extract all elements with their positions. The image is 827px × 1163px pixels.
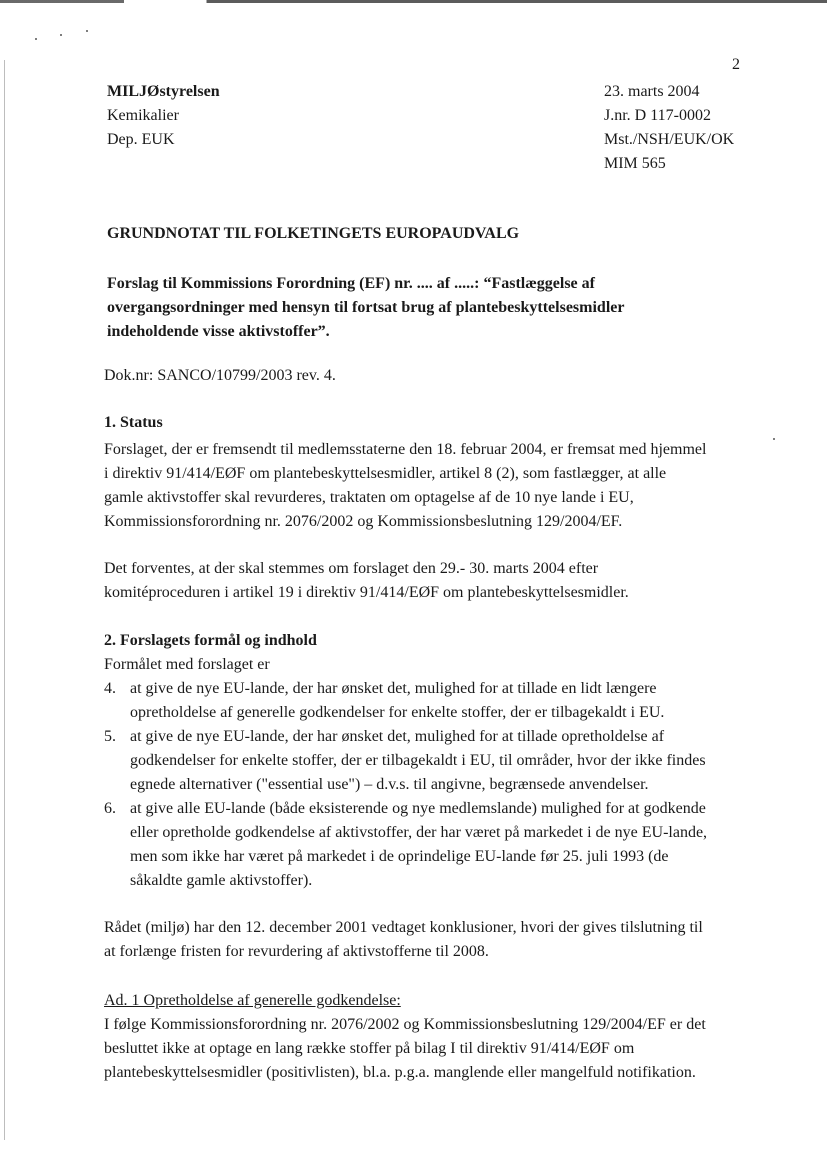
- document-title: GRUNDNOTAT TIL FOLKETINGETS EUROPAUDVALG: [107, 225, 520, 242]
- purpose-section: [104, 629, 744, 677]
- purpose-list: [104, 677, 764, 893]
- list-item-line: men som ikke har været på markedet i de oprindelige EU-lande før 25. juli 1993 (de: [130, 848, 669, 865]
- list-item-number: 6.: [104, 800, 116, 817]
- proposal-line: Forslag til Kommissions Forordning (EF) nr. .... af .....: “Fastlæggelse af: [107, 275, 595, 292]
- paragraph-line: Forslaget, der er fremsendt til medlemsstaterne den 18. februar 2004, er fremsat med hjemmel: [104, 441, 707, 458]
- ad1-heading: Ad. 1 Opretholdelse af generelle godkendelse:: [104, 992, 401, 1009]
- paragraph-line: I følge Kommissionsforordning nr. 2076/2002 og Kommissionsbeslutning 129/2004/EF er det: [104, 1016, 706, 1033]
- section-heading-status: 1. Status: [104, 414, 163, 431]
- vote-paragraph: [104, 557, 744, 605]
- scan-top-rule: [0, 0, 827, 3]
- list-item: [104, 725, 764, 797]
- list-item-number: 4.: [104, 680, 116, 697]
- status-paragraph: [104, 438, 744, 534]
- paragraph-line: plantebeskyttelsesmidler (positivlisten), bl.a. p.g.a. manglende eller mangelfuld notifikation.: [104, 1064, 696, 1081]
- paragraph-line: i direktiv 91/414/EØF om plantebeskyttelsesmidler, artikel 8 (2), som fastlægger, at alle: [104, 465, 667, 482]
- reference-block: [604, 80, 734, 176]
- list-item-line: egnede alternativer ("essential use") – d.v.s. til angivne, begrænsede anvendelser.: [130, 776, 649, 793]
- list-item-number: 5.: [104, 728, 116, 745]
- list-item-line: eller opretholde godkendelse af aktivstoffer, der har været på markedet i de nye EU-lande,: [130, 824, 708, 841]
- list-item-line: at give de nye EU-lande, der har ønsket det, mulighed for at tillade opretholdelse af: [130, 728, 665, 745]
- list-item: [104, 677, 764, 725]
- mim-number: MIM 565: [604, 155, 666, 172]
- scan-left-edge: [4, 60, 5, 1140]
- sender-agency: MILJØstyrelsen: [107, 83, 220, 100]
- proposal-title: [107, 272, 707, 344]
- list-item-line: såkaldte gamle aktivstoffer).: [130, 872, 313, 889]
- council-paragraph: [104, 916, 744, 964]
- purpose-intro: Formålet med forslaget er: [104, 656, 270, 673]
- document-number: Dok.nr: SANCO/10799/2003 rev. 4.: [104, 367, 336, 384]
- sender-block: [107, 80, 220, 152]
- proposal-line: indeholdende visse aktivstoffer”.: [107, 323, 330, 340]
- list-item-line: at give alle EU-lande (både eksisterende og nye medlemslande) mulighed for at godkende: [130, 800, 706, 817]
- proposal-line: overgangsordninger med hensyn til fortsat brug af plantebeskyttelsesmidler: [107, 299, 625, 316]
- paragraph-line: komitéproceduren i artikel 19 i direktiv 91/414/EØF om plantebeskyttelsesmidler.: [104, 584, 629, 601]
- paragraph-line: Rådet (miljø) har den 12. december 2001 vedtaget konklusioner, hvori der gives tilslutning til: [104, 919, 703, 936]
- ad1-section: [104, 989, 744, 1085]
- sender-department: Kemikalier: [107, 107, 179, 124]
- paragraph-line: Det forventes, at der skal stemmes om forslaget den 29.- 30. marts 2004 efter: [104, 560, 599, 577]
- paragraph-line: gamle aktivstoffer skal revurderes, traktaten om optagelse af de 10 nye lande i EU,: [104, 489, 634, 506]
- paragraph-line: at forlænge fristen for revurdering af aktivstofferne til 2008.: [104, 943, 489, 960]
- scan-speck: [773, 438, 775, 440]
- case-reference: Mst./NSH/EUK/OK: [604, 131, 735, 148]
- document-date: 23. marts 2004: [604, 83, 700, 100]
- journal-number: J.nr. D 117-0002: [604, 107, 711, 124]
- sender-unit: Dep. EUK: [107, 131, 175, 148]
- paragraph-line: besluttet ikke at optage en lang række stoffer på bilag I til direktiv 91/414/EØF om: [104, 1040, 635, 1057]
- page-number: 2: [732, 56, 740, 73]
- list-item-line: godkendelser for enkelte stoffer, der er tilbagekaldt i EU, til områder, hvor der ikke findes: [130, 752, 706, 769]
- list-item: [104, 797, 764, 893]
- scan-speck: [86, 30, 88, 32]
- scan-speck: [35, 38, 37, 40]
- section-heading-purpose: 2. Forslagets formål og indhold: [104, 632, 317, 649]
- list-item-line: opretholdelse af generelle godkendelser for enkelte stoffer, der er tilbagekaldt i EU.: [130, 704, 665, 721]
- scan-speck: [60, 34, 62, 36]
- list-item-line: at give de nye EU-lande, der har ønsket det, mulighed for at tillade en lidt længere: [130, 680, 657, 697]
- paragraph-line: Kommissionsforordning nr. 2076/2002 og Kommissionsbeslutning 129/2004/EF.: [104, 513, 623, 530]
